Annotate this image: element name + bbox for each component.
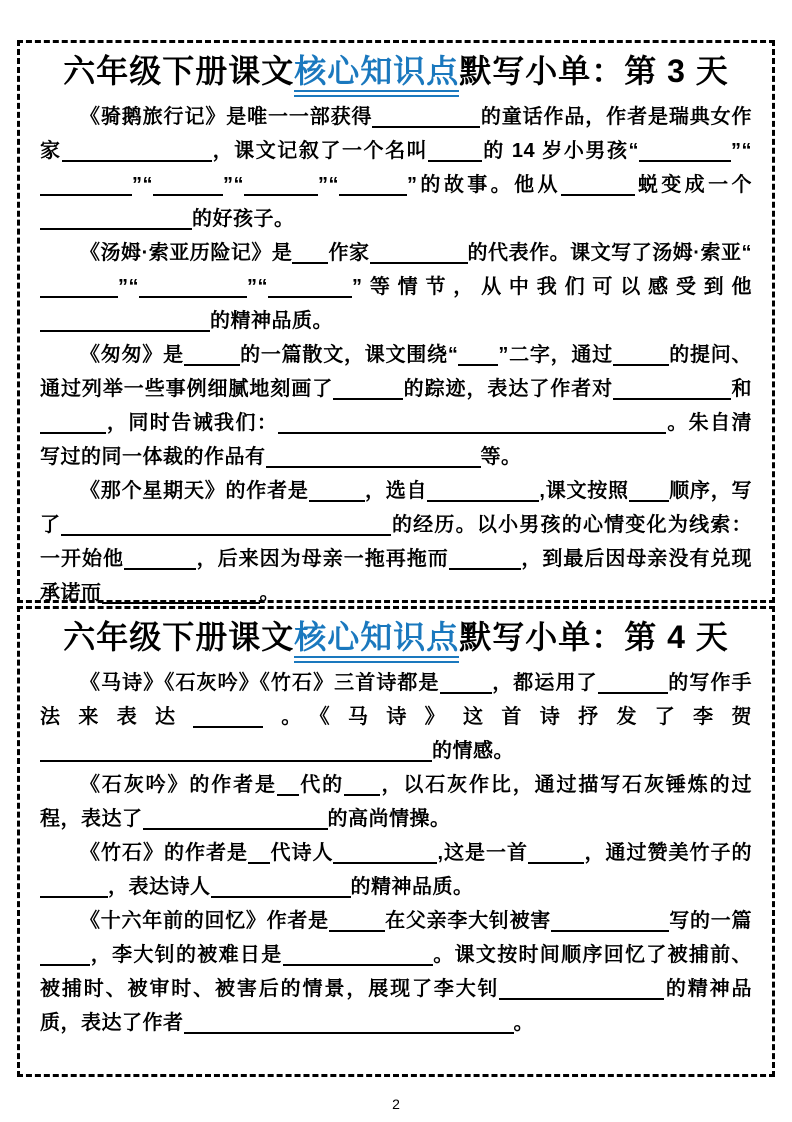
text-run: 《骑鹅旅行记》是唯一一部获得 <box>80 105 373 128</box>
fill-in-blank <box>427 484 539 502</box>
text-run: 的提问、通过列举一些事例细腻地刻画了 <box>40 343 753 400</box>
text-run: 的一篇散文，课文围绕“ <box>239 343 459 366</box>
text-run: 《石灰吟》的作者是 <box>80 773 277 796</box>
fill-in-blank <box>40 744 432 762</box>
text-run: 。朱自清写过的同一体裁的作品有 <box>40 411 753 468</box>
text-run: 代诗人 <box>269 841 334 864</box>
fill-in-blank <box>440 676 492 694</box>
section-body-day4 <box>40 666 752 1040</box>
section-title-day3 <box>40 49 752 94</box>
fill-in-blank <box>613 348 669 366</box>
text-run: ，选自 <box>364 479 428 502</box>
title-text-post: 默写小单：第 3 天 <box>459 53 729 89</box>
fill-in-blank <box>40 948 90 966</box>
fill-in-blank <box>268 280 352 298</box>
fill-in-blank <box>528 846 584 864</box>
worksheet-section-day4 <box>17 606 775 1077</box>
fill-in-blank <box>211 880 351 898</box>
fill-in-blank <box>370 246 468 264</box>
text-run: 《马诗》《石灰吟》《竹石》三首诗都是 <box>80 671 440 694</box>
text-run: 《汤姆·索亚历险记》是 <box>80 241 293 264</box>
fill-in-blank <box>266 450 481 468</box>
text-run: 。课文按时间顺序回忆了被捕前、被捕时、被审时、被害后的情景，展现了李大钊 <box>40 943 752 1000</box>
fill-in-blank <box>333 382 403 400</box>
fill-in-blank <box>40 416 106 434</box>
fill-in-blank <box>292 246 328 264</box>
text-run: 的情感。 <box>432 739 514 762</box>
paragraph <box>40 836 752 904</box>
section-title-day4 <box>40 615 752 660</box>
text-run: 《那个星期天》的作者是 <box>80 479 309 502</box>
fill-in-blank <box>613 382 731 400</box>
text-run: 和 <box>731 377 753 400</box>
fill-in-blank <box>598 676 668 694</box>
text-run: 。 <box>259 581 280 604</box>
text-run: ”的故事。他从 <box>407 173 561 196</box>
paragraph <box>40 666 752 768</box>
fill-in-blank <box>62 144 212 162</box>
fill-in-blank <box>372 110 480 128</box>
text-run: ”“ <box>118 275 139 298</box>
paragraph <box>40 474 752 610</box>
fill-in-blank <box>143 812 328 830</box>
fill-in-blank <box>184 1016 514 1034</box>
text-run: 《匆匆》是 <box>80 343 184 366</box>
fill-in-blank <box>244 178 318 196</box>
fill-in-blank <box>40 880 108 898</box>
title-highlight: 核心知识点 <box>294 619 459 663</box>
fill-in-blank <box>449 552 521 570</box>
fill-in-blank <box>139 280 247 298</box>
paragraph <box>40 236 752 338</box>
fill-in-blank <box>40 178 132 196</box>
fill-in-blank <box>499 982 664 1000</box>
page-number: 2 <box>392 1096 400 1112</box>
text-run: ,课文按照 <box>539 479 629 502</box>
text-run: ,这是一首 <box>437 841 529 864</box>
text-run: 的精神品质。 <box>210 309 333 332</box>
fill-in-blank <box>61 518 391 536</box>
text-run: ，李大钊的被难日是 <box>90 943 283 966</box>
text-run: 的代表作。课文写了汤姆·索亚“ <box>467 241 752 264</box>
fill-in-blank <box>283 948 433 966</box>
fill-in-blank <box>40 314 210 332</box>
paragraph <box>40 338 752 474</box>
paragraph <box>40 904 752 1040</box>
section-body-day3 <box>40 100 752 610</box>
fill-in-blank <box>102 586 260 604</box>
text-run: 的经历。以小男孩的心情变化为线索：一开始他 <box>40 513 753 570</box>
fill-in-blank <box>339 178 407 196</box>
text-run: 。《马诗》这首诗抒发了李贺 <box>263 705 753 728</box>
fill-in-blank <box>551 914 669 932</box>
text-run: ”“ <box>731 139 753 162</box>
text-run: 的 14 岁小男孩“ <box>482 139 640 162</box>
paragraph <box>40 768 752 836</box>
text-run: 的好孩子。 <box>192 207 295 230</box>
fill-in-blank <box>309 484 365 502</box>
fill-in-blank <box>344 778 380 796</box>
fill-in-blank <box>184 348 240 366</box>
title-text-pre: 六年级下册课文 <box>63 619 295 655</box>
text-run: 。 <box>513 1011 534 1034</box>
fill-in-blank <box>277 778 299 796</box>
fill-in-blank <box>278 416 666 434</box>
fill-in-blank <box>124 552 196 570</box>
text-run: ，同时告诫我们： <box>106 411 279 434</box>
fill-in-blank <box>561 178 635 196</box>
text-run: ，以石灰作比，通过描写石灰锤炼的过程，表达了 <box>40 773 753 830</box>
text-run: 等。 <box>480 445 522 468</box>
text-run: 蜕变成一个 <box>634 173 753 196</box>
text-run: 在父亲李大钊被害 <box>384 909 552 932</box>
text-run: ，通过赞美竹子的 <box>584 841 753 864</box>
paragraph <box>40 100 752 236</box>
fill-in-blank <box>428 144 482 162</box>
text-run: ，后来因为母亲一拖再拖而 <box>196 547 449 570</box>
fill-in-blank <box>40 280 118 298</box>
text-run: ”“ <box>223 173 244 196</box>
text-run: 的高尚情操。 <box>327 807 451 830</box>
fill-in-blank <box>248 846 270 864</box>
title-text-post: 默写小单：第 4 天 <box>459 619 729 655</box>
text-run: 《十六年前的回忆》作者是 <box>80 909 329 932</box>
title-text-pre: 六年级下册课文 <box>63 53 295 89</box>
text-run: ”“ <box>132 173 153 196</box>
text-run: ”“ <box>318 173 339 196</box>
worksheet-section-day3 <box>17 40 775 603</box>
text-run: 的童话作品，作者是瑞典女作家 <box>40 105 753 162</box>
fill-in-blank <box>329 914 385 932</box>
fill-in-blank <box>40 212 192 230</box>
fill-in-blank <box>458 348 498 366</box>
text-run: ，表达诗人 <box>108 875 211 898</box>
text-run: 写的一篇 <box>669 909 753 932</box>
text-run: 的精神品质，表达了作者 <box>40 977 753 1034</box>
text-run: 顺序，写了 <box>40 479 753 536</box>
text-run: 的精神品质。 <box>350 875 474 898</box>
text-run: ，都运用了 <box>491 671 598 694</box>
text-run: 《竹石》的作者是 <box>80 841 248 864</box>
text-run: ，到最后因母亲没有兑现承诺而 <box>40 547 753 604</box>
text-run: ，课文记叙了一个名叫 <box>211 139 429 162</box>
fill-in-blank <box>333 846 437 864</box>
text-run: ”二字，通过 <box>498 343 613 366</box>
fill-in-blank <box>153 178 223 196</box>
fill-in-blank <box>639 144 731 162</box>
fill-in-blank <box>629 484 669 502</box>
text-run: ”“ <box>247 275 268 298</box>
fill-in-blank <box>193 710 263 728</box>
text-run: 的踪迹，表达了作者对 <box>403 377 614 400</box>
title-highlight: 核心知识点 <box>294 53 459 97</box>
text-run: 的写作手法来表达 <box>40 671 753 728</box>
text-run: ”等情节，从中我们可以感受到他 <box>352 275 752 298</box>
text-run: 作家 <box>328 241 370 264</box>
text-run: 代的 <box>298 773 345 796</box>
